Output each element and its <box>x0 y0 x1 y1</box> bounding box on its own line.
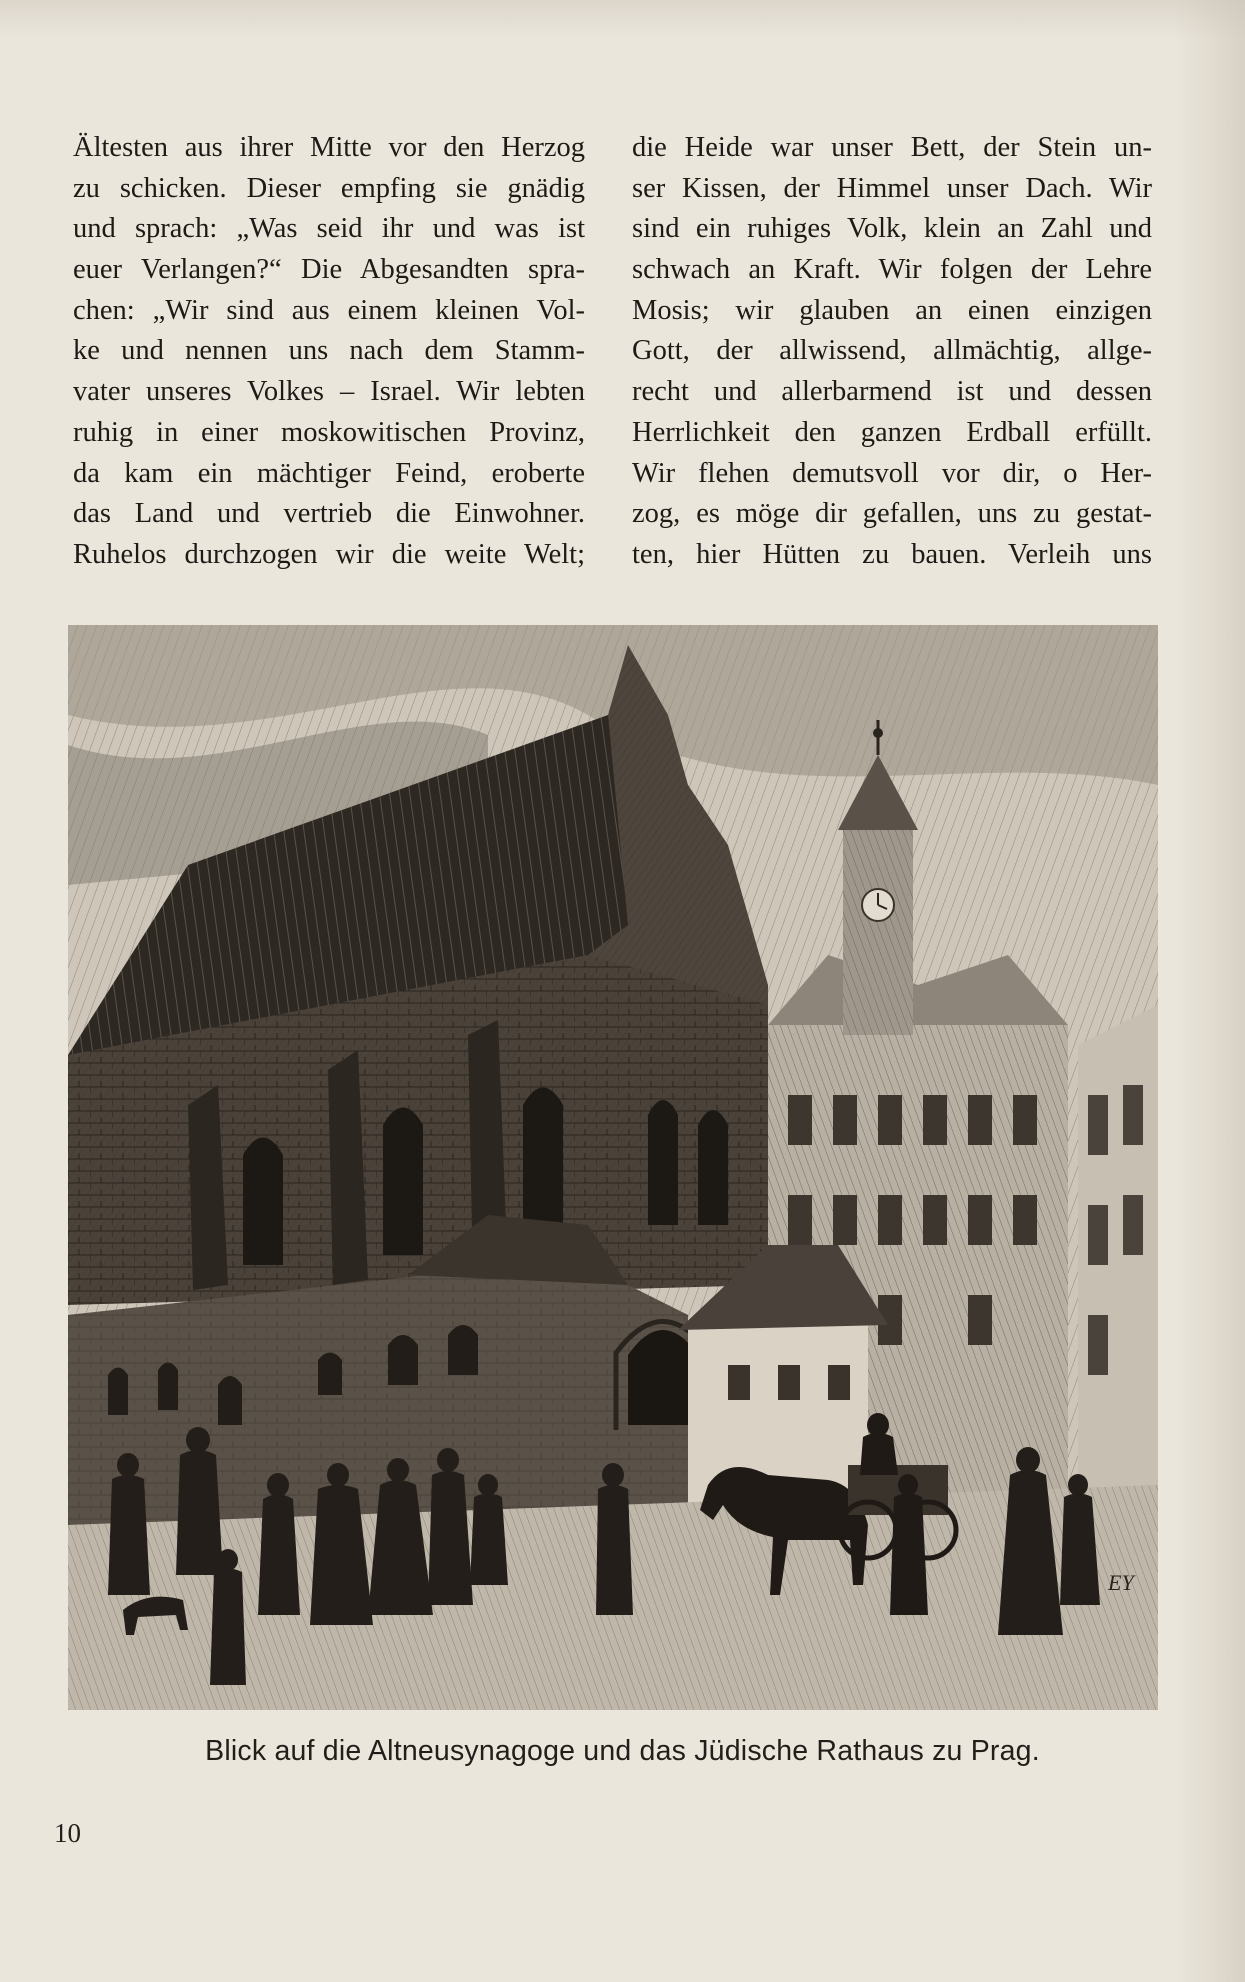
text-line: da kam ein mächtiger Feind, eroberte <box>73 457 585 489</box>
corner-house <box>1078 1005 1158 1505</box>
text-line: Gott, der allwissend, allmächtig, allge- <box>632 335 1152 367</box>
engraving-synagogue-street-scene <box>68 625 1158 1710</box>
page-top-shadow <box>0 0 1245 40</box>
text-line: vater unseres Volkes – Israel. Wir lebten <box>73 376 585 408</box>
text-line: zog, es möge dir gefallen, uns zu gestat- <box>632 498 1152 530</box>
text-line: und sprach: „Was seid ihr und was ist <box>73 213 585 245</box>
figure-caption: Blick auf die Altneusynagoge und das Jüdische Rathaus zu Prag. <box>205 1735 1040 1767</box>
text-line: ser Kissen, der Himmel unser Dach. Wir <box>632 172 1152 204</box>
text-line: Mosis; wir glauben an einen einzigen <box>632 294 1152 326</box>
text-line: Herrlichkeit den ganzen Erdball erfüllt. <box>632 416 1152 448</box>
page-number: 10 <box>54 1818 81 1848</box>
text-line: euer Verlangen?“ Die Abgesandten spra- <box>73 254 585 286</box>
text-column-right <box>632 128 1152 576</box>
page-edge-shadow <box>1175 0 1245 1982</box>
text-line: recht und allerbarmend ist und dessen <box>632 376 1152 408</box>
text-line: chen: „Wir sind aus einem kleinen Vol- <box>73 294 585 326</box>
text-line: Ruhelos durchzogen wir die weite Welt; <box>73 538 585 570</box>
text-line: Ältesten aus ihrer Mitte vor den Herzog <box>73 132 585 163</box>
text-line: ten, hier Hütten zu bauen. Verleih uns <box>632 538 1152 570</box>
text-line: sind ein ruhiges Volk, klein an Zahl und <box>632 213 1152 245</box>
text-line: Wir flehen demutsvoll vor dir, o Her- <box>632 457 1152 489</box>
text-column-left <box>73 128 585 576</box>
text-line: ke und nennen uns nach dem Stamm- <box>73 335 585 367</box>
text-line: schwach an Kraft. Wir folgen der Lehre <box>632 254 1152 286</box>
engraving-illustration <box>68 625 1158 1710</box>
text-line: die Heide war unser Bett, der Stein un- <box>632 132 1152 163</box>
text-line: das Land und vertrieb die Einwohner. <box>73 498 585 530</box>
artist-signature: EY <box>1108 1570 1134 1595</box>
text-line: ruhig in einer moskowitischen Provinz, <box>73 416 585 448</box>
text-line: zu schicken. Dieser empfing sie gnädig <box>73 172 585 204</box>
